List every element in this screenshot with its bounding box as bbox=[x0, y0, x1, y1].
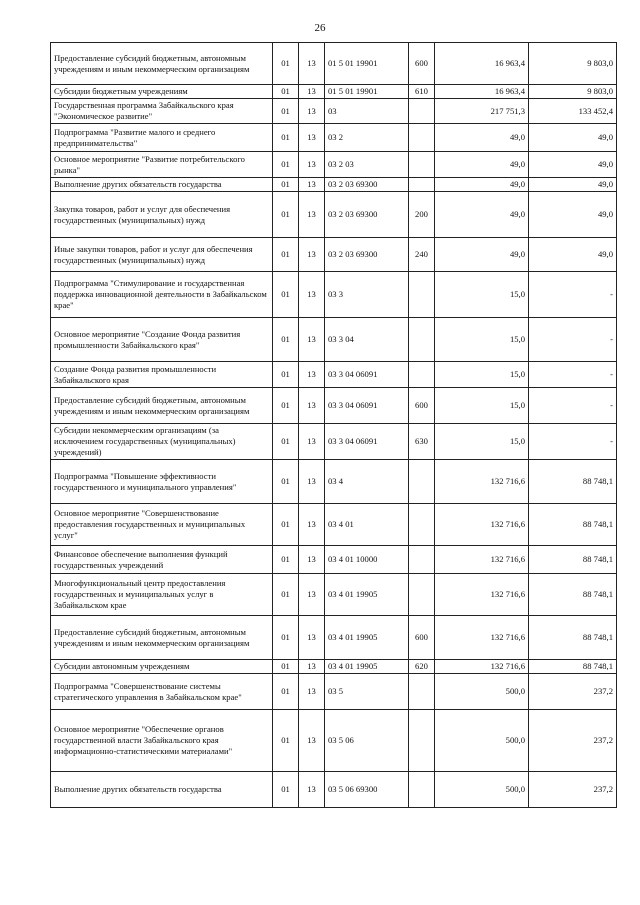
cell-section: 01 bbox=[273, 318, 299, 362]
cell-sum-plan: 15,0 bbox=[435, 362, 529, 388]
cell-sum-plan: 132 716,6 bbox=[435, 460, 529, 504]
cell-expense-type bbox=[409, 272, 435, 318]
cell-expense-type bbox=[409, 772, 435, 808]
cell-subsection: 13 bbox=[299, 192, 325, 238]
cell-subsection: 13 bbox=[299, 574, 325, 616]
cell-section: 01 bbox=[273, 238, 299, 272]
cell-name: Подпрограмма "Совершенствование системы стратегического управления в Забайкальском крае" bbox=[51, 674, 273, 710]
cell-sum-actual: 237,2 bbox=[529, 674, 617, 710]
cell-sum-actual: - bbox=[529, 388, 617, 424]
cell-subsection: 13 bbox=[299, 772, 325, 808]
cell-target-article: 03 3 04 06091 bbox=[325, 388, 409, 424]
cell-subsection: 13 bbox=[299, 43, 325, 85]
cell-section: 01 bbox=[273, 674, 299, 710]
cell-name: Предоставление субсидий бюджетным, автономным учреждениям и иным некоммерческим организациям bbox=[51, 616, 273, 660]
table-row bbox=[51, 272, 617, 318]
cell-sum-plan: 15,0 bbox=[435, 318, 529, 362]
page-number: 26 bbox=[314, 22, 326, 34]
cell-sum-plan: 16 963,4 bbox=[435, 85, 529, 99]
cell-section: 01 bbox=[273, 124, 299, 152]
cell-target-article: 03 2 03 69300 bbox=[325, 178, 409, 192]
cell-target-article: 03 3 04 bbox=[325, 318, 409, 362]
cell-section: 01 bbox=[273, 574, 299, 616]
cell-expense-type bbox=[409, 546, 435, 574]
cell-subsection: 13 bbox=[299, 272, 325, 318]
cell-section: 01 bbox=[273, 272, 299, 318]
cell-name: Субсидии бюджетным учреждениям bbox=[51, 85, 273, 99]
cell-subsection: 13 bbox=[299, 99, 325, 124]
cell-expense-type: 620 bbox=[409, 660, 435, 674]
cell-expense-type: 200 bbox=[409, 192, 435, 238]
table-row bbox=[51, 85, 617, 99]
cell-target-article: 01 5 01 19901 bbox=[325, 43, 409, 85]
cell-expense-type: 600 bbox=[409, 43, 435, 85]
cell-target-article: 03 3 04 06091 bbox=[325, 424, 409, 460]
table-row bbox=[51, 124, 617, 152]
cell-section: 01 bbox=[273, 504, 299, 546]
cell-expense-type: 630 bbox=[409, 424, 435, 460]
cell-sum-actual: 9 803,0 bbox=[529, 85, 617, 99]
cell-name: Основное мероприятие "Совершенствование предоставления государственных и муниципальных услуг" bbox=[51, 504, 273, 546]
cell-section: 01 bbox=[273, 192, 299, 238]
table-row bbox=[51, 674, 617, 710]
table-body bbox=[51, 43, 617, 808]
table-row bbox=[51, 504, 617, 546]
cell-section: 01 bbox=[273, 616, 299, 660]
cell-expense-type bbox=[409, 460, 435, 504]
cell-sum-actual: 88 748,1 bbox=[529, 460, 617, 504]
cell-sum-actual: 88 748,1 bbox=[529, 504, 617, 546]
cell-sum-plan: 49,0 bbox=[435, 192, 529, 238]
cell-section: 01 bbox=[273, 710, 299, 772]
cell-sum-actual: 49,0 bbox=[529, 178, 617, 192]
cell-section: 01 bbox=[273, 388, 299, 424]
cell-target-article: 03 5 06 69300 bbox=[325, 772, 409, 808]
cell-sum-actual: - bbox=[529, 424, 617, 460]
cell-name: Предоставление субсидий бюджетным, автономным учреждениям и иным некоммерческим организациям bbox=[51, 388, 273, 424]
cell-subsection: 13 bbox=[299, 460, 325, 504]
table-row bbox=[51, 362, 617, 388]
cell-target-article: 03 2 03 bbox=[325, 152, 409, 178]
cell-target-article: 03 2 03 69300 bbox=[325, 192, 409, 238]
table-row bbox=[51, 772, 617, 808]
cell-section: 01 bbox=[273, 362, 299, 388]
cell-sum-actual: 88 748,1 bbox=[529, 546, 617, 574]
cell-subsection: 13 bbox=[299, 674, 325, 710]
cell-sum-plan: 15,0 bbox=[435, 272, 529, 318]
cell-expense-type: 240 bbox=[409, 238, 435, 272]
cell-section: 01 bbox=[273, 85, 299, 99]
cell-name: Подпрограмма "Повышение эффективности государственного и муниципального управления" bbox=[51, 460, 273, 504]
cell-subsection: 13 bbox=[299, 152, 325, 178]
cell-sum-plan: 217 751,3 bbox=[435, 99, 529, 124]
cell-sum-plan: 500,0 bbox=[435, 674, 529, 710]
cell-target-article: 03 2 bbox=[325, 124, 409, 152]
cell-name: Финансовое обеспечение выполнения функций государственных учреждений bbox=[51, 546, 273, 574]
cell-target-article: 03 2 03 69300 bbox=[325, 238, 409, 272]
cell-target-article: 03 3 bbox=[325, 272, 409, 318]
cell-expense-type bbox=[409, 124, 435, 152]
cell-sum-actual: 88 748,1 bbox=[529, 660, 617, 674]
cell-sum-plan: 16 963,4 bbox=[435, 43, 529, 85]
cell-target-article: 03 3 04 06091 bbox=[325, 362, 409, 388]
cell-subsection: 13 bbox=[299, 546, 325, 574]
cell-sum-actual: 49,0 bbox=[529, 152, 617, 178]
cell-target-article: 03 4 01 10000 bbox=[325, 546, 409, 574]
cell-sum-plan: 500,0 bbox=[435, 710, 529, 772]
cell-subsection: 13 bbox=[299, 660, 325, 674]
cell-sum-plan: 49,0 bbox=[435, 178, 529, 192]
cell-subsection: 13 bbox=[299, 388, 325, 424]
cell-sum-plan: 132 716,6 bbox=[435, 616, 529, 660]
cell-target-article: 01 5 01 19901 bbox=[325, 85, 409, 99]
cell-section: 01 bbox=[273, 152, 299, 178]
table-row bbox=[51, 710, 617, 772]
cell-sum-actual: 49,0 bbox=[529, 238, 617, 272]
cell-sum-plan: 500,0 bbox=[435, 772, 529, 808]
cell-sum-actual: 49,0 bbox=[529, 124, 617, 152]
cell-sum-actual: 88 748,1 bbox=[529, 574, 617, 616]
cell-section: 01 bbox=[273, 43, 299, 85]
table-row bbox=[51, 616, 617, 660]
table-row bbox=[51, 546, 617, 574]
cell-subsection: 13 bbox=[299, 85, 325, 99]
cell-name: Подпрограмма "Развитие малого и среднего предпринимательства" bbox=[51, 124, 273, 152]
cell-target-article: 03 4 bbox=[325, 460, 409, 504]
cell-subsection: 13 bbox=[299, 504, 325, 546]
cell-expense-type: 610 bbox=[409, 85, 435, 99]
cell-expense-type bbox=[409, 362, 435, 388]
cell-name: Подпрограмма "Стимулирование и государственная поддержка инновационной деятельности в Забайкальском крае" bbox=[51, 272, 273, 318]
cell-name: Государственная программа Забайкальского края "Экономическое развитие" bbox=[51, 99, 273, 124]
cell-sum-plan: 49,0 bbox=[435, 152, 529, 178]
cell-sum-plan: 132 716,6 bbox=[435, 660, 529, 674]
cell-name: Субсидии автономным учреждениям bbox=[51, 660, 273, 674]
cell-expense-type bbox=[409, 504, 435, 546]
table-row bbox=[51, 238, 617, 272]
cell-name: Основное мероприятие "Создание Фонда развития промышленности Забайкальского края" bbox=[51, 318, 273, 362]
cell-section: 01 bbox=[273, 424, 299, 460]
cell-subsection: 13 bbox=[299, 362, 325, 388]
cell-target-article: 03 4 01 19905 bbox=[325, 616, 409, 660]
cell-expense-type bbox=[409, 318, 435, 362]
cell-name: Многофункциональный центр предоставления государственных и муниципальных услуг в Забайкальском крае bbox=[51, 574, 273, 616]
cell-sum-plan: 132 716,6 bbox=[435, 574, 529, 616]
cell-name: Выполнение других обязательств государства bbox=[51, 178, 273, 192]
cell-name: Закупка товаров, работ и услуг для обеспечения государственных (муниципальных) нужд bbox=[51, 192, 273, 238]
cell-sum-actual: - bbox=[529, 318, 617, 362]
cell-section: 01 bbox=[273, 99, 299, 124]
cell-name: Предоставление субсидий бюджетным, автономным учреждениям и иным некоммерческим организациям bbox=[51, 43, 273, 85]
table-row bbox=[51, 318, 617, 362]
cell-sum-plan: 132 716,6 bbox=[435, 546, 529, 574]
cell-subsection: 13 bbox=[299, 616, 325, 660]
table-row bbox=[51, 178, 617, 192]
cell-expense-type bbox=[409, 574, 435, 616]
cell-sum-actual: 88 748,1 bbox=[529, 616, 617, 660]
cell-expense-type bbox=[409, 152, 435, 178]
cell-subsection: 13 bbox=[299, 178, 325, 192]
cell-expense-type: 600 bbox=[409, 616, 435, 660]
cell-sum-actual: 133 452,4 bbox=[529, 99, 617, 124]
cell-sum-plan: 49,0 bbox=[435, 238, 529, 272]
table-row bbox=[51, 574, 617, 616]
cell-subsection: 13 bbox=[299, 238, 325, 272]
table-row bbox=[51, 388, 617, 424]
table-row bbox=[51, 43, 617, 85]
table-row bbox=[51, 192, 617, 238]
cell-target-article: 03 5 06 bbox=[325, 710, 409, 772]
cell-name: Выполнение других обязательств государства bbox=[51, 772, 273, 808]
cell-sum-actual: 237,2 bbox=[529, 710, 617, 772]
table-row bbox=[51, 460, 617, 504]
table-row bbox=[51, 424, 617, 460]
cell-target-article: 03 4 01 19905 bbox=[325, 574, 409, 616]
cell-sum-actual: 237,2 bbox=[529, 772, 617, 808]
cell-expense-type bbox=[409, 99, 435, 124]
cell-section: 01 bbox=[273, 660, 299, 674]
cell-name: Субсидии некоммерческим организациям (за исключением государственных (муниципальных) учреждений) bbox=[51, 424, 273, 460]
cell-section: 01 bbox=[273, 772, 299, 808]
table-row bbox=[51, 152, 617, 178]
cell-target-article: 03 5 bbox=[325, 674, 409, 710]
cell-expense-type: 600 bbox=[409, 388, 435, 424]
cell-subsection: 13 bbox=[299, 124, 325, 152]
cell-target-article: 03 4 01 bbox=[325, 504, 409, 546]
cell-target-article: 03 bbox=[325, 99, 409, 124]
cell-sum-actual: - bbox=[529, 362, 617, 388]
cell-subsection: 13 bbox=[299, 318, 325, 362]
cell-name: Иные закупки товаров, работ и услуг для обеспечения государственных (муниципальных) нужд bbox=[51, 238, 273, 272]
cell-expense-type bbox=[409, 178, 435, 192]
cell-name: Основное мероприятие "Развитие потребительского рынка" bbox=[51, 152, 273, 178]
cell-sum-plan: 49,0 bbox=[435, 124, 529, 152]
cell-sum-plan: 15,0 bbox=[435, 388, 529, 424]
cell-subsection: 13 bbox=[299, 710, 325, 772]
cell-sum-plan: 132 716,6 bbox=[435, 504, 529, 546]
cell-sum-actual: 49,0 bbox=[529, 192, 617, 238]
cell-section: 01 bbox=[273, 178, 299, 192]
table-row bbox=[51, 99, 617, 124]
cell-target-article: 03 4 01 19905 bbox=[325, 660, 409, 674]
cell-expense-type bbox=[409, 674, 435, 710]
cell-name: Основное мероприятие "Обеспечение органов государственной власти Забайкальского края информационно-статистическими материалами" bbox=[51, 710, 273, 772]
cell-expense-type bbox=[409, 710, 435, 772]
cell-section: 01 bbox=[273, 460, 299, 504]
cell-sum-actual: - bbox=[529, 272, 617, 318]
cell-name: Создание Фонда развития промышленности Забайкальского края bbox=[51, 362, 273, 388]
cell-sum-actual: 9 803,0 bbox=[529, 43, 617, 85]
cell-sum-plan: 15,0 bbox=[435, 424, 529, 460]
cell-subsection: 13 bbox=[299, 424, 325, 460]
table-row bbox=[51, 660, 617, 674]
budget-table bbox=[50, 42, 617, 808]
cell-section: 01 bbox=[273, 546, 299, 574]
